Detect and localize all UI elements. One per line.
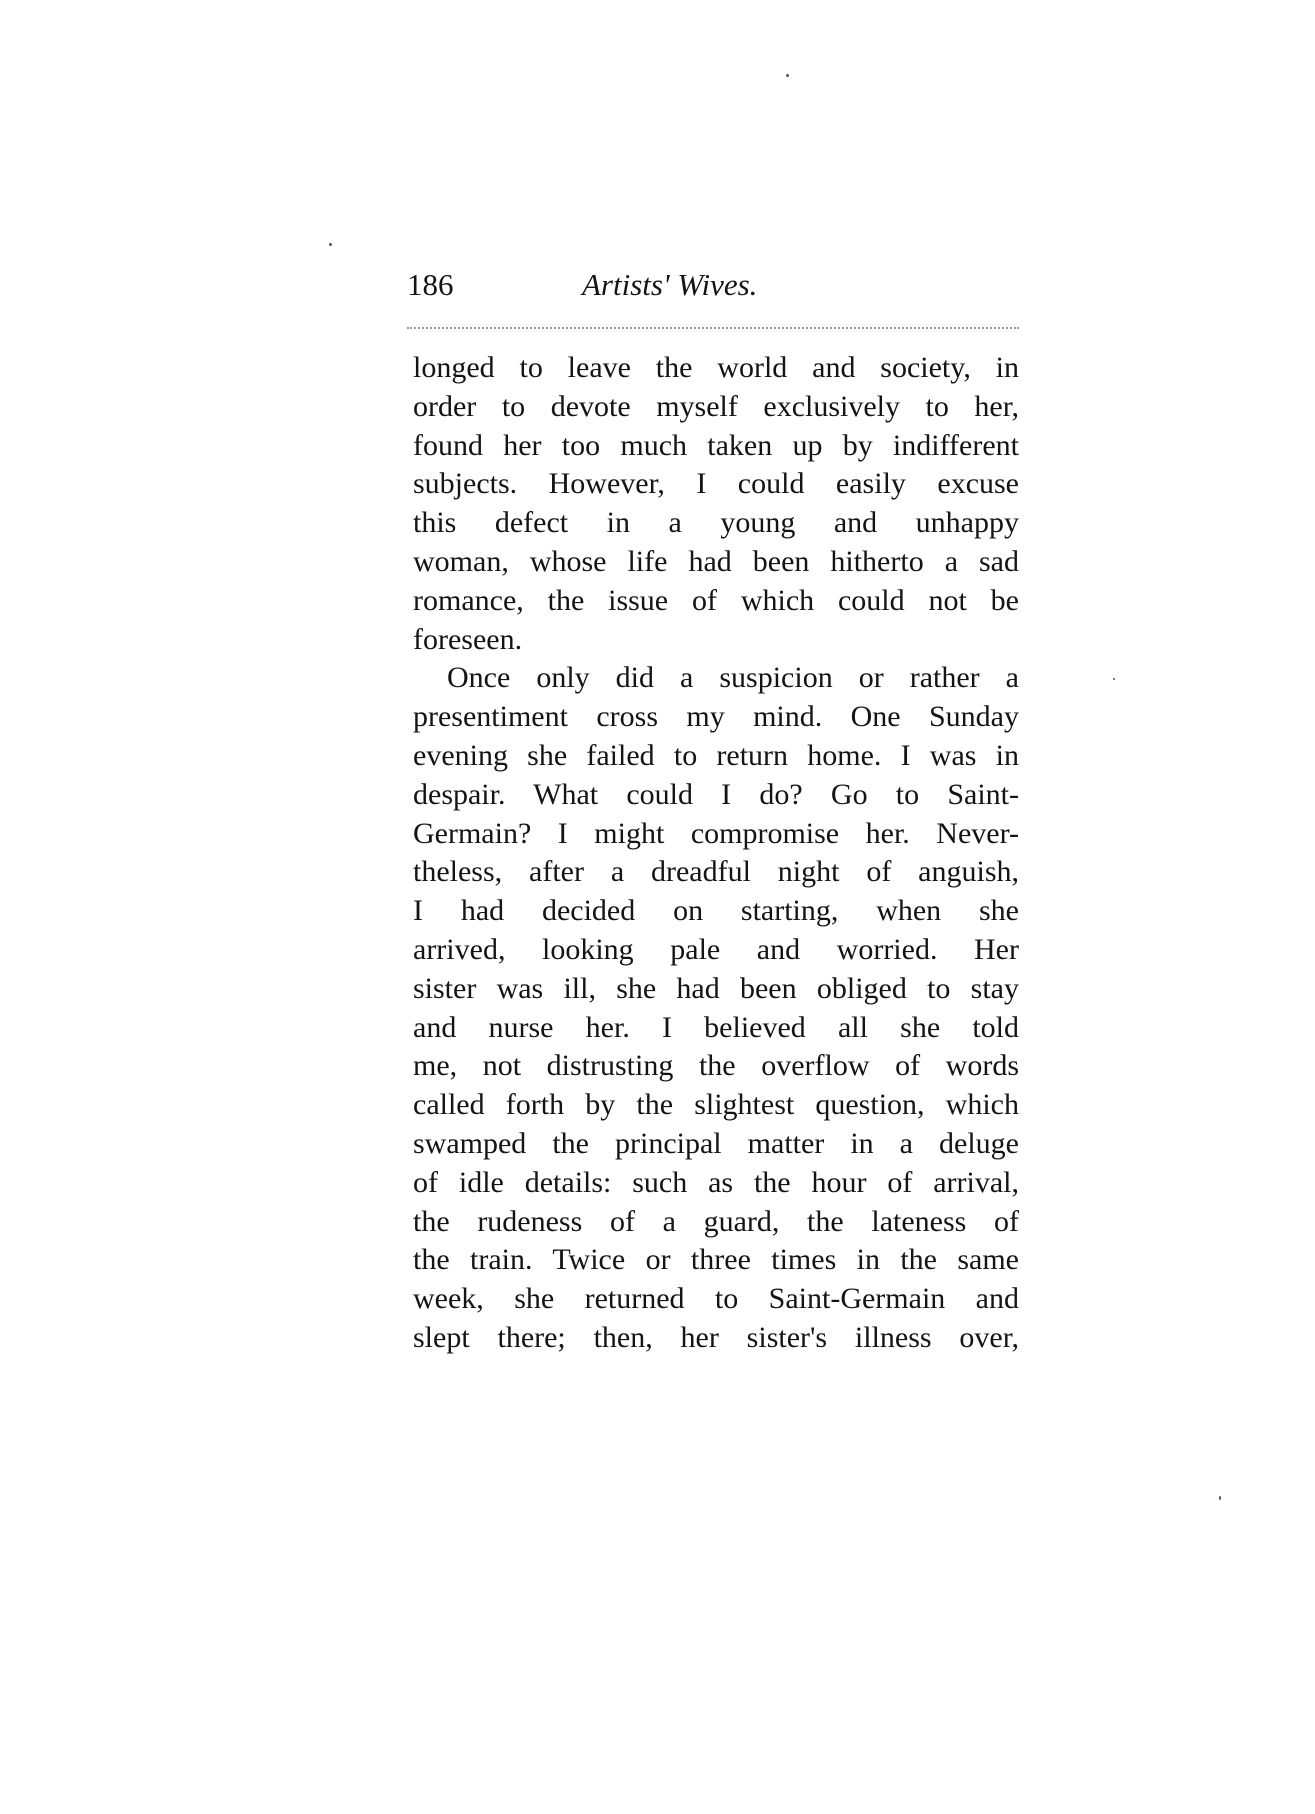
paragraph (413, 349, 1019, 659)
text-line: theless, after a dreadful night of anguish, (413, 855, 1019, 889)
text-line: order to devote myself exclusively to her, (413, 389, 1019, 423)
text-line: the rudeness of a guard, the lateness of (413, 1204, 1019, 1238)
text-line: of idle details: such as the hour of arrival, (413, 1165, 1019, 1199)
text-line: the train. Twice or three times in the same (413, 1243, 1019, 1277)
scan-speck (786, 74, 789, 77)
scan-speck (1219, 1496, 1221, 1500)
scan-speck (1113, 678, 1115, 680)
text-line: slept there; then, her sister's illness over, (413, 1320, 1019, 1354)
scan-speck (329, 243, 332, 246)
text-line: me, not distrusting the overflow of words (413, 1049, 1019, 1083)
text-line: presentiment cross my mind. One Sunday (413, 700, 1019, 734)
text-line: found her too much taken up by indifferent (413, 428, 1019, 462)
text-line: despair. What could I do? Go to Saint- (413, 777, 1019, 811)
text-line: Once only did a suspicion or rather a (447, 661, 1019, 695)
body-text (413, 349, 1019, 1358)
text-line: arrived, looking pale and worried. Her (413, 932, 1019, 966)
text-line: foreseen. (413, 622, 523, 656)
text-line: called forth by the slightest question, which (413, 1088, 1019, 1122)
paragraph (413, 659, 1019, 1357)
text-line: this defect in a young and unhappy (413, 506, 1019, 540)
text-line: woman, whose life had been hitherto a sad (413, 544, 1019, 578)
page-header (407, 265, 1019, 315)
text-line: week, she returned to Saint-Germain and (413, 1282, 1019, 1316)
text-line: romance, the issue of which could not be (413, 583, 1019, 617)
text-line: I had decided on starting, when she (413, 894, 1019, 928)
text-line: swamped the principal matter in a deluge (413, 1126, 1019, 1160)
text-line: longed to leave the world and society, in (413, 351, 1019, 384)
text-line: evening she failed to return home. I was in (413, 738, 1019, 772)
header-rule (407, 327, 1019, 329)
text-line: and nurse her. I believed all she told (413, 1010, 1019, 1044)
text-line: sister was ill, she had been obliged to stay (413, 971, 1019, 1005)
text-line: subjects. However, I could easily excuse (413, 467, 1019, 501)
page-number: 186 (407, 267, 454, 302)
running-title: Artists' Wives. (582, 267, 758, 302)
text-line: Germain? I might compromise her. Never- (413, 816, 1019, 850)
